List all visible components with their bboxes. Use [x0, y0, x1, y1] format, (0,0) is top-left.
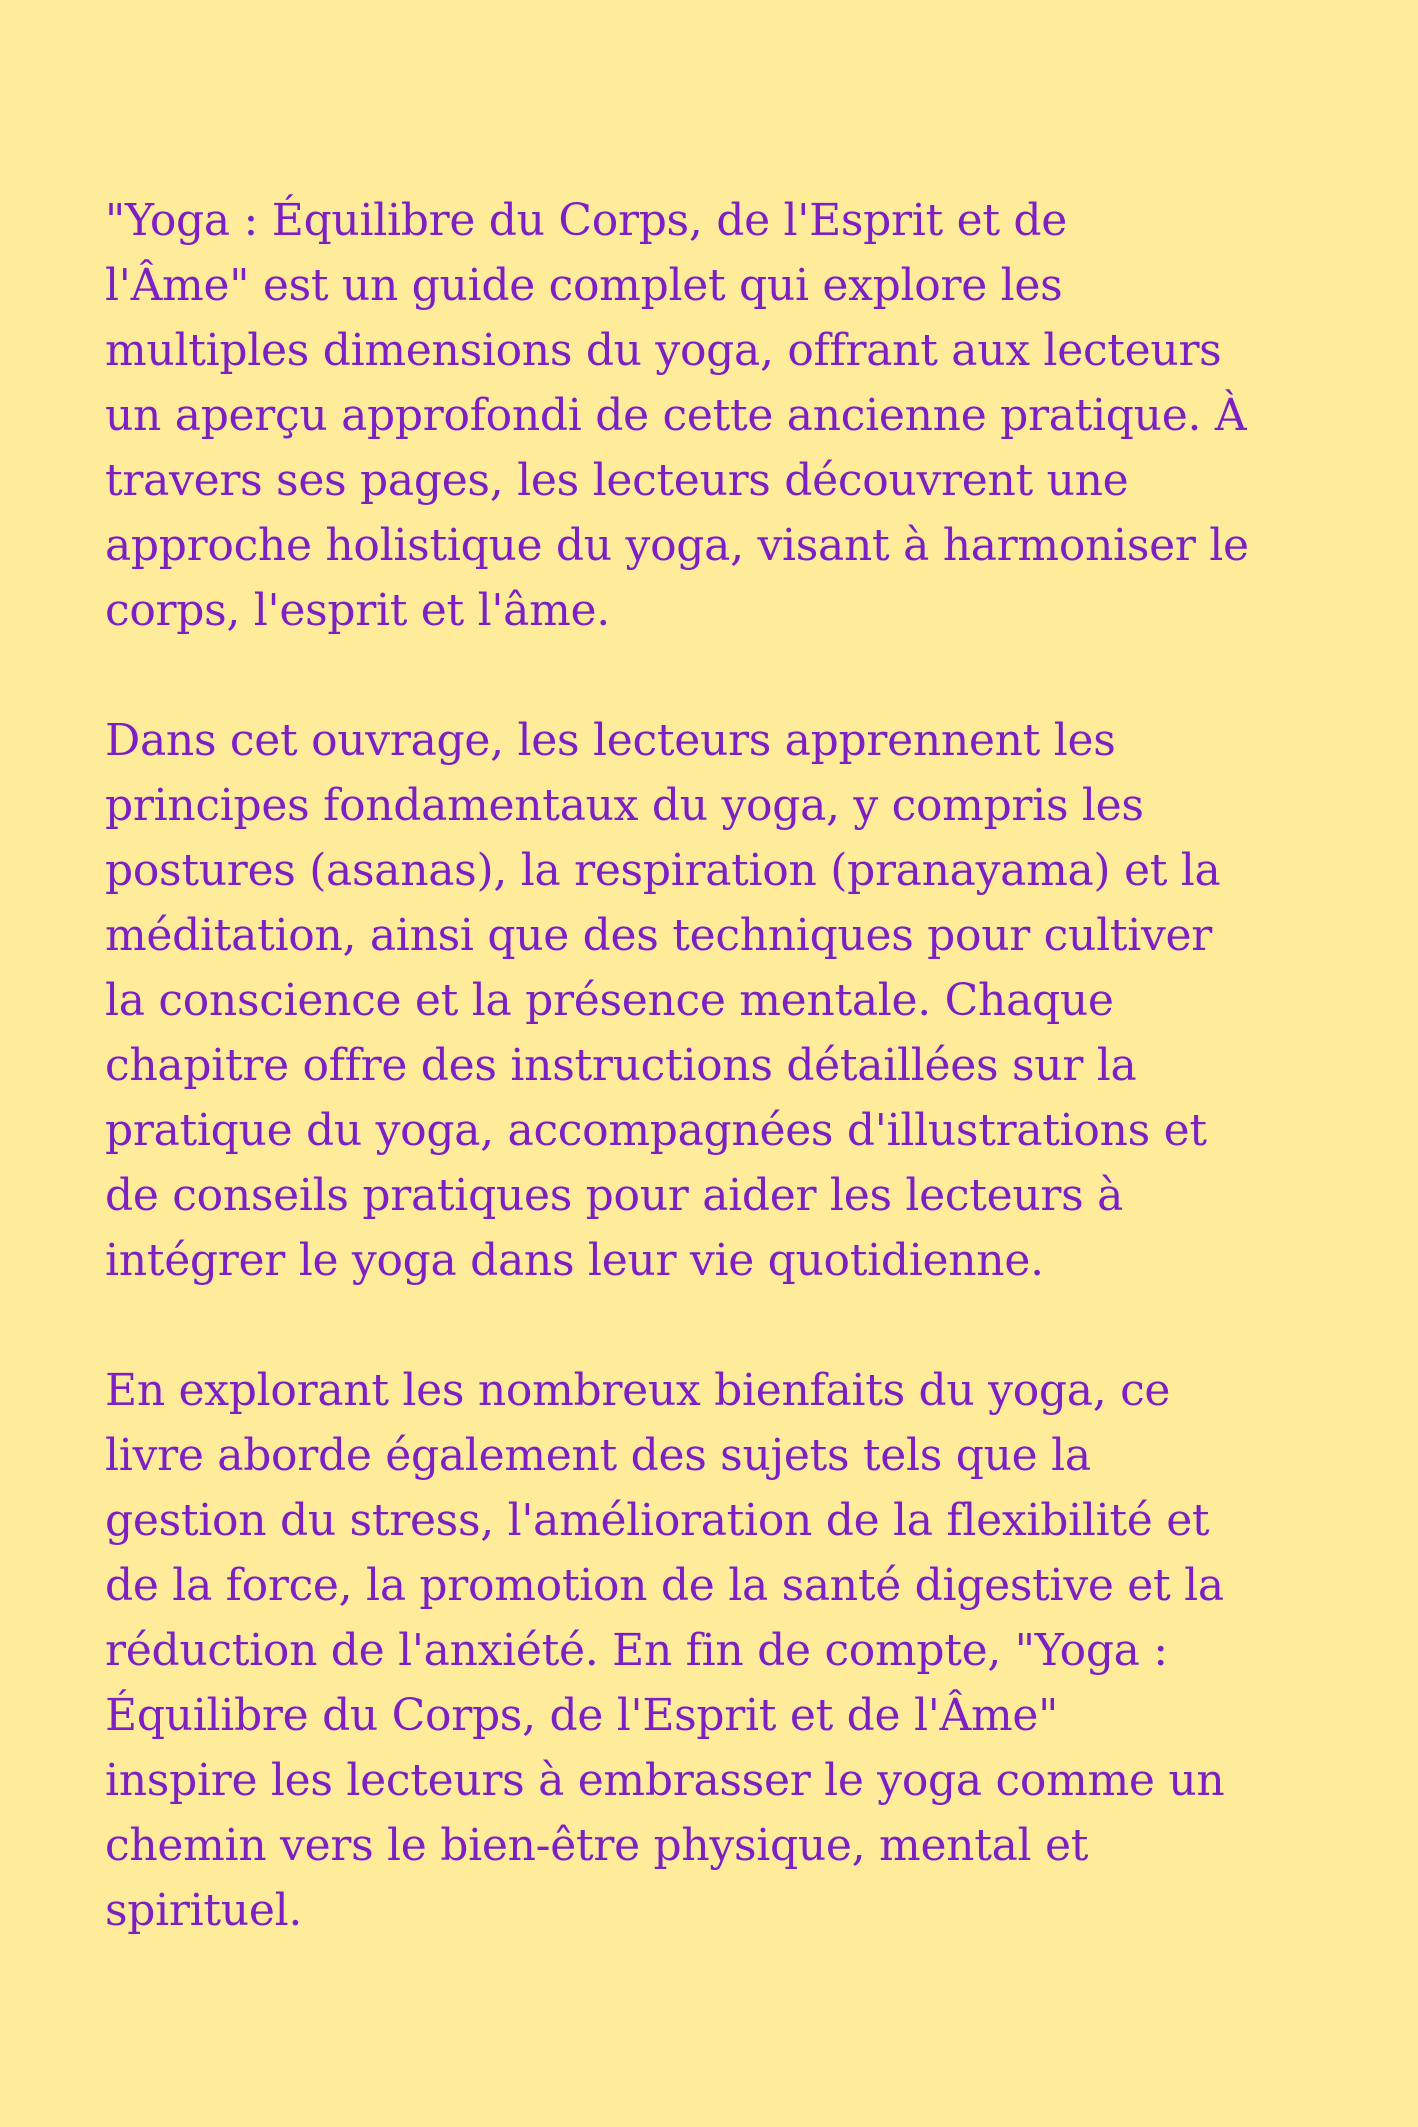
text-line: approche holistique du yoga, visant à harmoniser le	[105, 520, 1249, 571]
text-line: travers ses pages, les lecteurs découvrent une	[105, 455, 1129, 506]
text-line: l'Âme" est un guide complet qui explore les	[105, 260, 1063, 311]
text-line: spirituel.	[105, 1885, 303, 1936]
text-line: chapitre offre des instructions détaillées sur la	[105, 1040, 1137, 1091]
text-line: méditation, ainsi que des techniques pour cultiver	[105, 910, 1213, 961]
text-line: chemin vers le bien-être physique, mental et	[105, 1820, 1089, 1871]
text-line: postures (asanas), la respiration (pranayama) et la	[105, 845, 1221, 896]
text-line: corps, l'esprit et l'âme.	[105, 585, 610, 636]
text-line: un aperçu approfondi de cette ancienne pratique. À	[105, 390, 1247, 441]
text-line: pratique du yoga, accompagnées d'illustrations et	[105, 1105, 1207, 1156]
text-line: "Yoga : Équilibre du Corps, de l'Esprit et de	[105, 195, 1068, 246]
paragraph-3	[105, 1358, 1345, 1943]
text-line: principes fondamentaux du yoga, y compris les	[105, 780, 1144, 831]
text-line: livre aborde également des sujets tels que la	[105, 1430, 1091, 1481]
text-line: intégrer le yoga dans leur vie quotidienne.	[105, 1235, 1044, 1286]
text-line: gestion du stress, l'amélioration de la flexibilité et	[105, 1495, 1210, 1546]
text-line: Équilibre du Corps, de l'Esprit et de l'Âme"	[105, 1690, 1059, 1741]
text-line: Dans cet ouvrage, les lecteurs apprennent les	[105, 715, 1116, 766]
paragraph-2	[105, 708, 1345, 1293]
text-line: réduction de l'anxiété. En fin de compte, "Yoga :	[105, 1625, 1168, 1676]
text-line: de conseils pratiques pour aider les lecteurs à	[105, 1170, 1124, 1221]
text-line: inspire les lecteurs à embrasser le yoga comme un	[105, 1755, 1225, 1806]
text-line: la conscience et la présence mentale. Chaque	[105, 975, 1114, 1026]
text-line: multiples dimensions du yoga, offrant aux lecteurs	[105, 325, 1222, 376]
text-line: En explorant les nombreux bienfaits du yoga, ce	[105, 1365, 1171, 1416]
text-line: de la force, la promotion de la santé digestive et la	[105, 1560, 1224, 1611]
book-description	[105, 188, 1345, 1943]
paragraph-1	[105, 188, 1345, 643]
